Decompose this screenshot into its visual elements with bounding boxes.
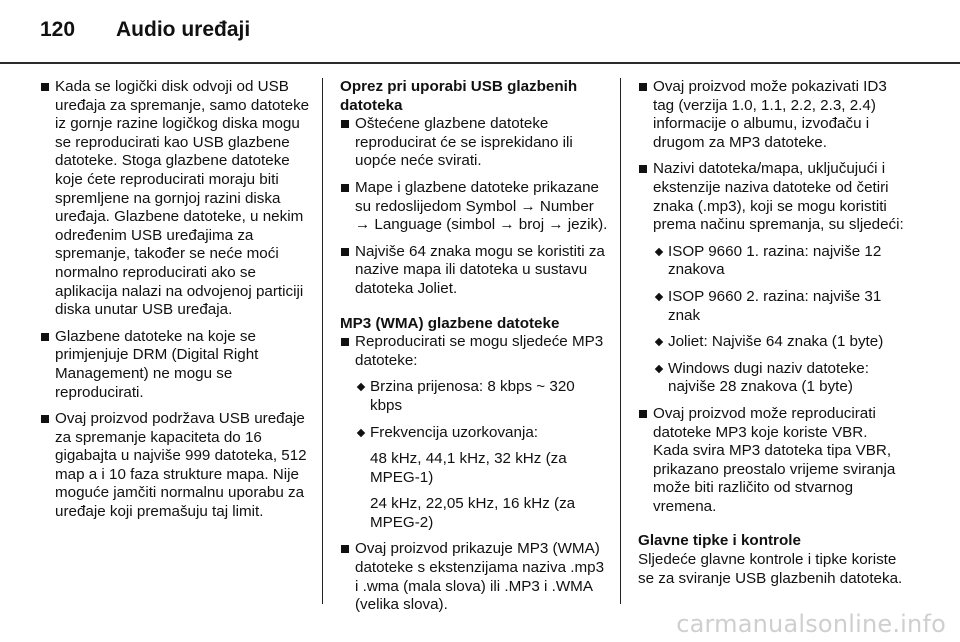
sub-bullet-item: Windows dugi naziv datoteke: najviše 28 znakova (1 byte) (638, 360, 906, 397)
section-heading: MP3 (WMA) glazbene datoteke (340, 314, 560, 332)
bullet-item: Reproducirati se mogu sljedeće MP3 datoteke: (340, 333, 608, 370)
bullet-item: Kada se logički disk odvoji od USB uređaja za spremanje, samo datoteke iz gornje razine logičkog diska mogu se reproducirati kao USB glazbene datoteke. Stoga glazbene datoteke koje ćete reproducirati moraju biti spremljene na gornjoj razini diska uređaja. Glazbene datoteke, u nekim određenim USB uređajima za spremanje, također se neće moći normalno reproducirati ako se aplikacija nalazi na odvojenoj particiji diska unutar USB uređaja. (40, 78, 310, 320)
paragraph: Sljedeće glavne kontrole i tipke koriste se za sviranje USB glazbenih datoteka. (638, 551, 903, 587)
column-divider (620, 78, 621, 604)
bullet-item: Nazivi datoteka/mapa, uključujući i ekstenzije naziva datoteke od četiri znaka (.mp3), koji se mogu koristiti prema načinu spremanja, su sljedeći: (638, 160, 906, 234)
sub-bullet-item: ISOP 9660 2. razina: najviše 31 znak (638, 288, 906, 325)
sub-bullet-item: Joliet: Najviše 64 znaka (1 byte) (638, 333, 906, 352)
sub-bullet-item: ISOP 9660 1. razina: najviše 12 znakova (638, 243, 906, 280)
bullet-item: Ovaj proizvod prikazuje MP3 (WMA) datoteke s ekstenzijama naziva .mp3 i .wma (mala slova) ili .MP3 i .WMA (velika slova). (340, 540, 608, 614)
bullet-item: Mape i glazbene datoteke prikazane su redoslijedom Symbol → Number → Language (simbol → broj → jezik). (340, 179, 608, 235)
chapter-title: Audio uređaji (116, 18, 251, 41)
section-heading: Glavne tipke i kontrole (638, 532, 801, 550)
column-3 (638, 78, 906, 588)
bullet-item: Ovaj proizvod podržava USB uređaje za spremanje kapaciteta do 16 gigabajta u najviše 999 datoteka, 512 map a i 10 faza strukture mapa. Nije moguće jamčiti normalnu uporabu za uređaje koji premašuju taj limit. (40, 410, 310, 522)
sub-bullet-item: Frekvencija uzorkovanja: (340, 424, 608, 443)
header-rule (0, 62, 960, 64)
page-header (40, 18, 250, 52)
section-heading: Oprez pri uporabi USB glazbenih datoteka (340, 78, 578, 114)
bullet-item: Najviše 64 znaka mogu se koristiti za nazive mapa ili datoteka u sustavu datoteka Joliet. (340, 243, 608, 299)
page-number: 120 (40, 18, 76, 41)
bullet-item: Ovaj proizvod može pokazivati ID3 tag (verzija 1.0, 1.1, 2.2, 2.3, 2.4) informacije o albumu, izvođaču i drugom za MP3 datoteke. (638, 78, 906, 152)
bullet-item: Ovaj proizvod može reproducirati datoteke MP3 koje koriste VBR. Kada svira MP3 datoteka tipa VBR, prikazano preostalo vrijeme sviranja može biti različito od stvarnog vremena. (638, 405, 906, 517)
watermark: carmanualsonline.info (676, 610, 946, 638)
sub-bullet-item: Brzina prijenosa: 8 kbps ~ 320 kbps (340, 378, 608, 415)
column-divider (322, 78, 323, 604)
column-1 (40, 78, 310, 530)
indented-text: 24 kHz, 22,05 kHz, 16 kHz (za MPEG-2) (370, 495, 576, 531)
bullet-item: Oštećene glazbene datoteke reproducirat će se isprekidano ili uopće neće svirati. (340, 115, 608, 171)
bullet-item: Glazbene datoteke na koje se primjenjuje DRM (Digital Right Management) ne mogu se reproducirati. (40, 328, 310, 402)
column-2 (340, 78, 608, 623)
indented-text: 48 kHz, 44,1 kHz, 32 kHz (za MPEG-1) (370, 450, 567, 486)
